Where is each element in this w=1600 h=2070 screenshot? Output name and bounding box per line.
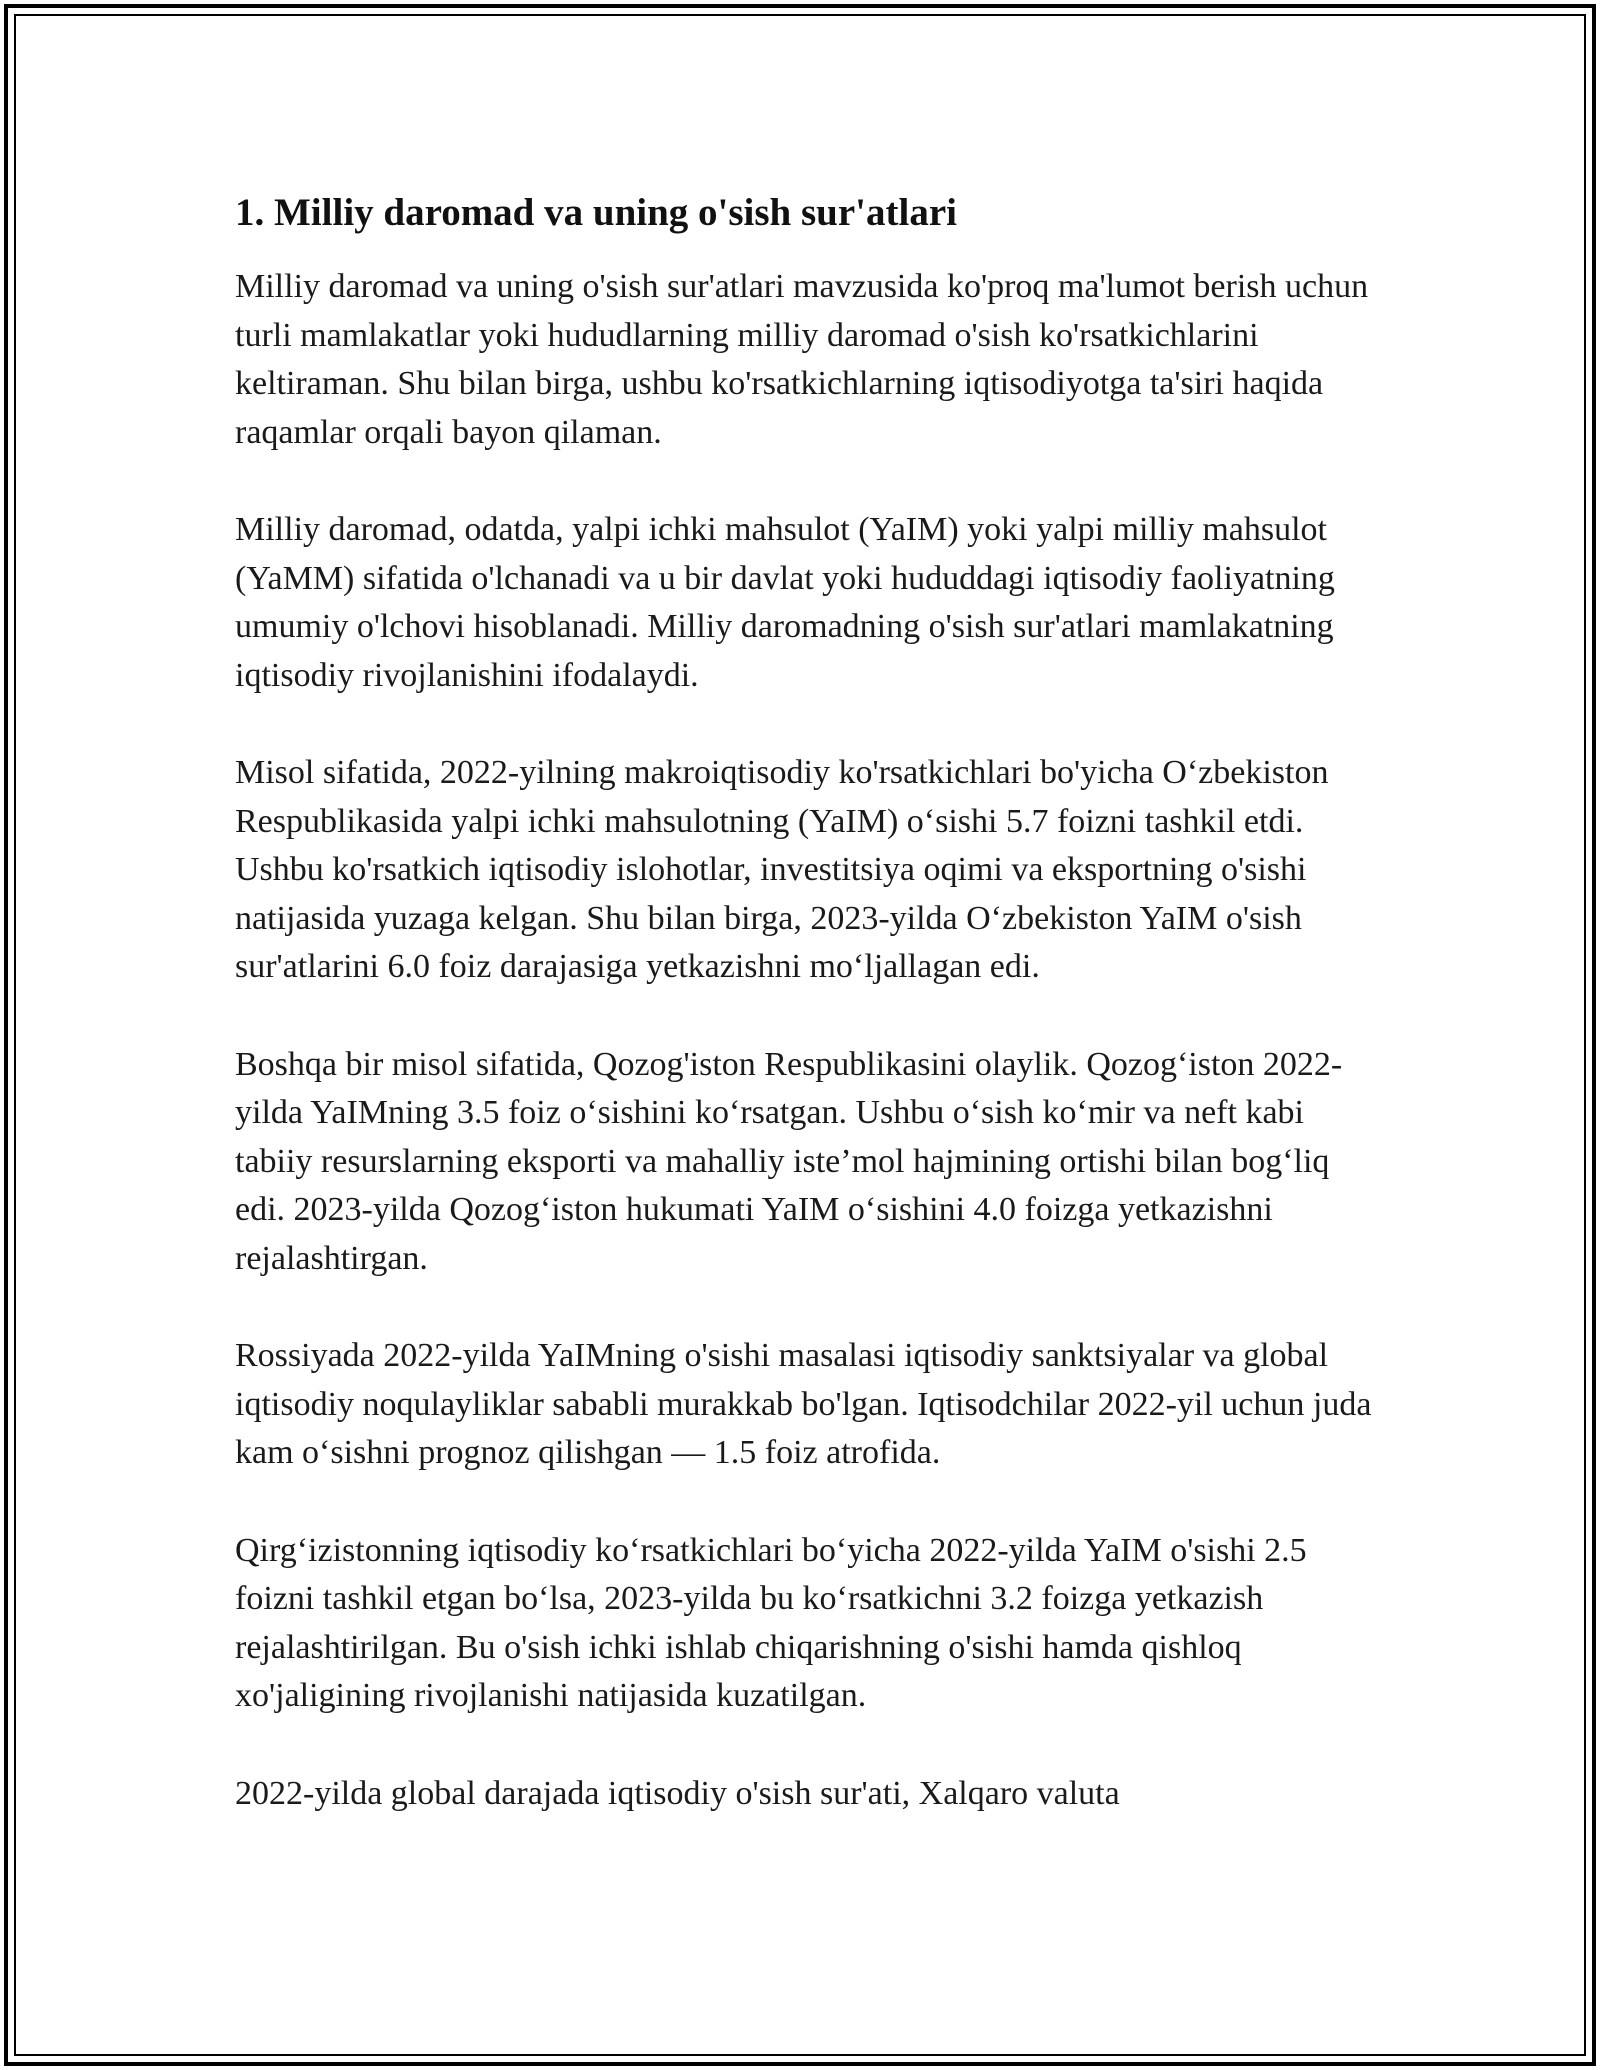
document-body	[235, 185, 1375, 1818]
paragraph-global: 2022-yilda global darajada iqtisodiy o'sish sur'ati, Xalqaro valuta	[235, 1774, 1120, 1812]
paragraph-definition: Milliy daromad, odatda, yalpi ichki mahsulot (YaIM) yoki yalpi milliy mahsulot (YaMM) sifatida o'lchanadi va u bir davlat yoki hududdagi iqtisodiy faoliyatning umumiy o'lchovi hisoblanadi. Milliy daromadning o'sish sur'atlari mamlakatning iqtisodiy rivojlanishini ifodalaydi.	[235, 511, 1335, 694]
paragraph-intro: Milliy daromad va uning o'sish sur'atlari mavzusida ko'proq ma'lumot berish uchun turli mamlakatlar yoki hududlarning milliy daromad o'sish ko'rsatkichlarini keltiraman. Shu bilan birga, ushbu ko'rsatkichlarning iqtisodiyotga ta'siri haqida raqamlar orqali bayon qilaman.	[235, 268, 1369, 451]
paragraph-kazakhstan: Boshqa bir misol sifatida, Qozog'iston Respublikasini olaylik. Qozog‘iston 2022-yilda YaIMning 3.5 foiz o‘sishini ko‘rsatgan. Ushbu o‘sish ko‘mir va neft kabi tabiiy resurslarning eksporti va mahalliy iste’mol hajmining ortishi bilan bog‘liq edi. 2023-yilda Qozog‘iston hukumati YaIM o‘sishini 4.0 foizga yetkazishni rejalashtirgan.	[235, 1045, 1343, 1277]
section-heading: 1. Milliy daromad va uning o'sish sur'atlari	[235, 191, 957, 234]
paragraph-kyrgyzstan: Qirg‘izistonning iqtisodiy ko‘rsatkichlari bo‘yicha 2022-yilda YaIM o'sishi 2.5 foizni tashkil etgan bo‘lsa, 2023-yilda bu ko‘rsatkichni 3.2 foizga yetkazish rejalashtirilgan. Bu o'sish ichki ishlab chiqarishning o'sishi hamda qishloq xo'jaligining rivojlanishi natijasida kuzatilgan.	[235, 1531, 1307, 1714]
paragraph-russia: Rossiyada 2022-yilda YaIMning o'sishi masalasi iqtisodiy sanktsiyalar va global iqtisodiy noqulayliklar sababli murakkab bo'lgan. Iqtisodchilar 2022-yil uchun juda kam o‘sishni prognoz qilishgan — 1.5 foiz atrofida.	[235, 1337, 1372, 1471]
paragraph-uzbekistan: Misol sifatida, 2022-yilning makroiqtisodiy ko'rsatkichlari bo'yicha O‘zbekiston Respublikasida yalpi ichki mahsulotning (YaIM) o‘sishi 5.7 foizni tashkil etdi. Ushbu ko'rsatkich iqtisodiy islohotlar, investitsiya oqimi va eksportning o'sishi natijasida yuzaga kelgan. Shu bilan birga, 2023-yilda O‘zbekiston YaIM o'sish sur'atlarini 6.0 foiz darajasiga yetkazishni mo‘ljallagan edi.	[235, 754, 1329, 985]
